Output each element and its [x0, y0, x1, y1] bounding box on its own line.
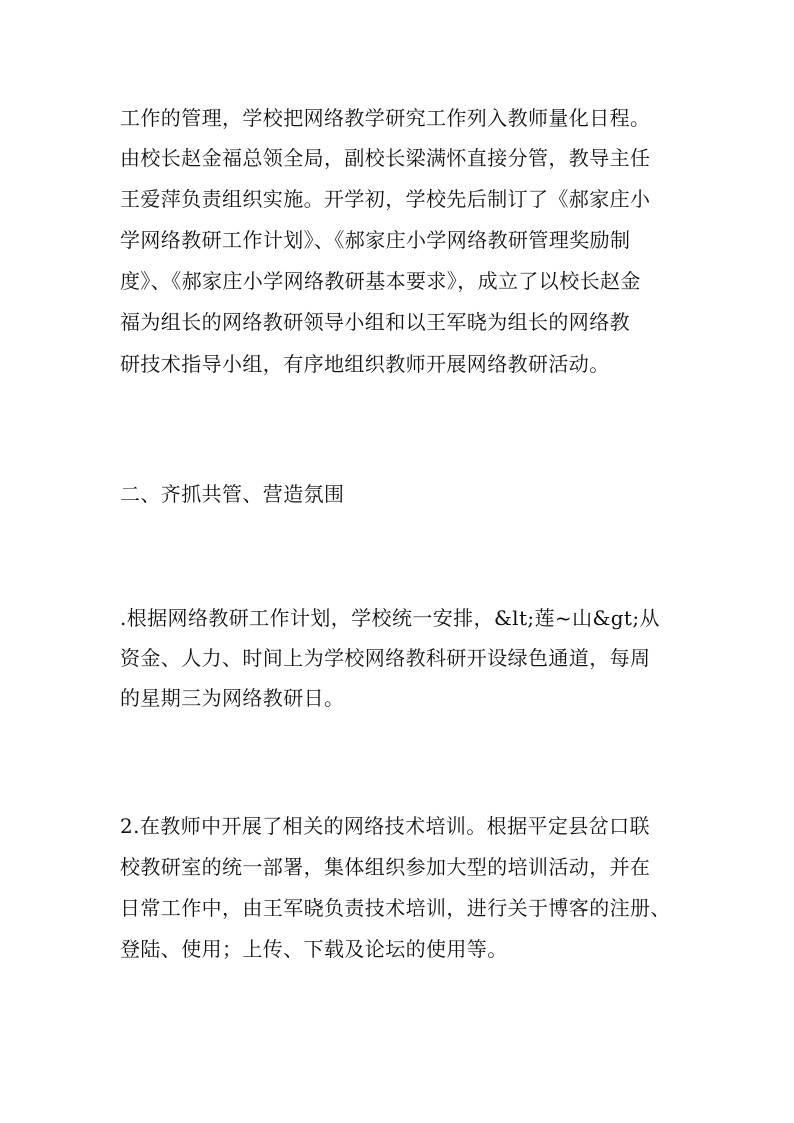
paragraph-line: 工作的管理，学校把网络教学研究工作列入教师量化日程。	[120, 106, 651, 130]
section-heading: 二、齐抓共管、营造氛围	[120, 482, 345, 506]
paragraph-line: 日常工作中，由王军晓负责技术培训，进行关于博客的注册、	[120, 896, 671, 920]
paragraph-line: 2.在教师中开展了相关的网络技术培训。根据平定县岔口联	[120, 814, 650, 838]
paragraph-line: 福为组长的网络教研领导小组和以王军晓为组长的网络教	[120, 310, 630, 334]
paragraph-line: 学网络教研工作计划》、《郝家庄小学网络教研管理奖励制	[120, 228, 631, 252]
paragraph-line: 的星期三为网络教研日。	[120, 686, 345, 710]
paragraph-line: 王爱萍负责组织实施。开学初，学校先后制订了《郝家庄小	[120, 187, 651, 211]
paragraph-line: 度》、《郝家庄小学网络教研基本要求》，成立了以校长赵金	[120, 269, 641, 293]
paragraph-line: 由校长赵金福总领全局，副校长梁满怀直接分管，教导主任	[120, 146, 651, 170]
paragraph-line: 校教研室的统一部署，集体组织参加大型的培训活动，并在	[120, 855, 651, 879]
paragraph-line: 研技术指导小组，有序地组织教师开展网络教研活动。	[120, 352, 610, 376]
paragraph-line: .根据网络教研工作计划，学校统一安排，&lt;莲~山&gt;从	[120, 606, 660, 630]
paragraph-line: 登陆、使用；上传、下载及论坛的使用等。	[120, 937, 508, 961]
paragraph-line: 资金、人力、时间上为学校网络教科研开设绿色通道，每周	[120, 646, 651, 670]
